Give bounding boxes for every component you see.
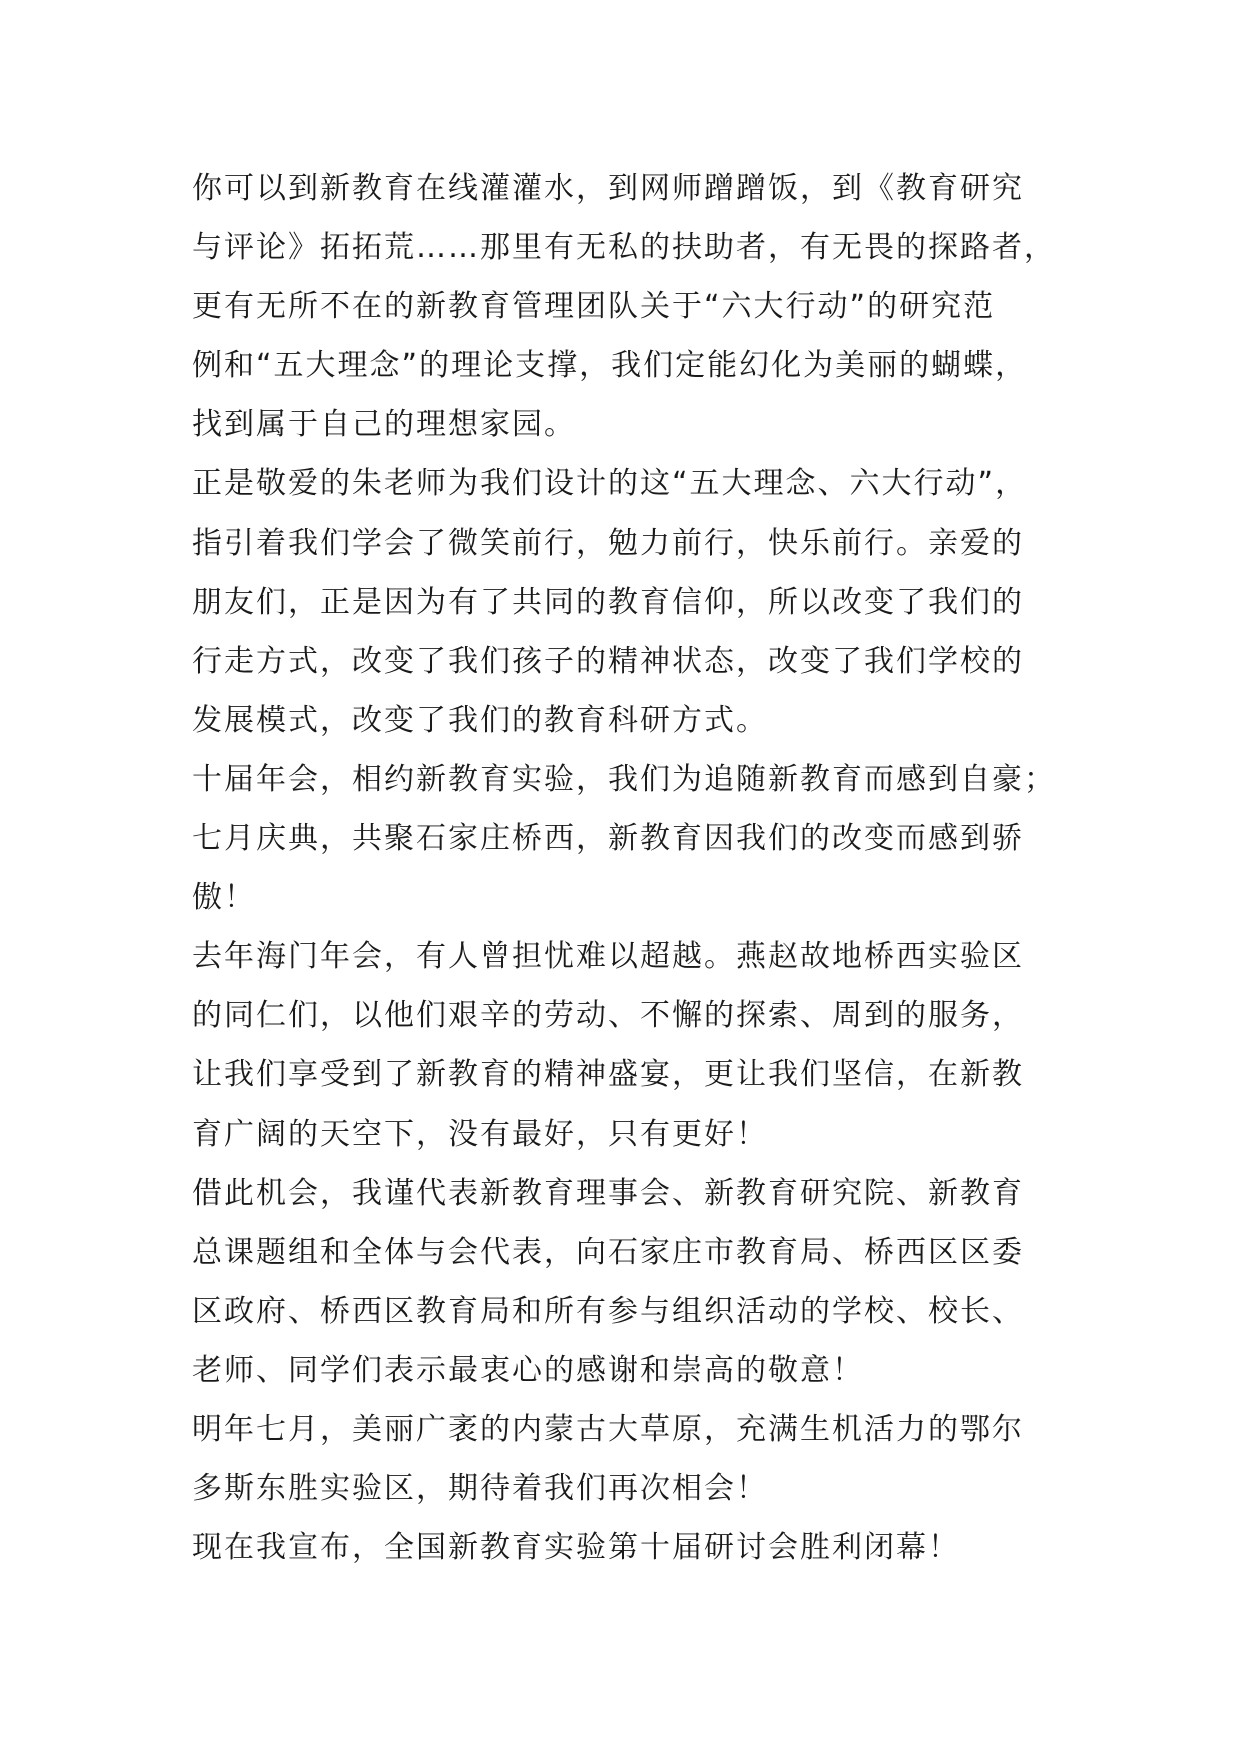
text-line: 的同仁们，以他们艰辛的劳动、不懈的探索、周到的服务， xyxy=(192,998,1024,1034)
text-line: 行走方式，改变了我们孩子的精神状态，改变了我们学校的 xyxy=(192,643,1024,679)
text-line: 朋友们，正是因为有了共同的教育信仰，所以改变了我们的 xyxy=(192,584,1024,620)
text-line: 区政府、桥西区教育局和所有参与组织活动的学校、校长、 xyxy=(192,1293,1024,1329)
text-line: 七月庆典，共聚石家庄桥西，新教育因我们的改变而感到骄 xyxy=(192,821,1024,857)
text-line: 十届年会，相约新教育实验，我们为追随新教育而感到自豪； xyxy=(192,761,1056,797)
text-line: 总课题组和全体与会代表，向石家庄市教育局、桥西区区委 xyxy=(192,1234,1024,1270)
text-line: 指引着我们学会了微笑前行，勉力前行，快乐前行。亲爱的 xyxy=(192,525,1024,561)
text-line: 现在我宣布，全国新教育实验第十届研讨会胜利闭幕！ xyxy=(192,1530,960,1566)
text-line: 更有无所不在的新教育管理团队关于“六大行动”的研究范 xyxy=(192,289,996,325)
text-line: 发展模式，改变了我们的教育科研方式。 xyxy=(192,702,768,738)
text-line: 找到属于自己的理想家园。 xyxy=(192,407,576,443)
text-line: 例和“五大理念”的理论支撑，我们定能幻化为美丽的蝴蝶， xyxy=(192,348,1028,384)
text-line: 与评论》拓拓荒……那里有无私的扶助者，有无畏的探路者， xyxy=(192,230,1056,266)
text-line: 多斯东胜实验区，期待着我们再次相会！ xyxy=(192,1471,768,1507)
text-line: 老师、同学们表示最衷心的感谢和崇高的敬意！ xyxy=(192,1352,864,1388)
text-line: 正是敬爱的朱老师为我们设计的这“五大理念、六大行动”， xyxy=(192,466,1028,502)
text-line: 借此机会，我谨代表新教育理事会、新教育研究院、新教育 xyxy=(192,1175,1024,1211)
text-line: 去年海门年会，有人曾担忧难以超越。燕赵故地桥西实验区 xyxy=(192,939,1024,975)
text-line: 明年七月，美丽广袤的内蒙古大草原，充满生机活力的鄂尔 xyxy=(192,1411,1024,1447)
text-line: 你可以到新教育在线灌灌水，到网师蹭蹭饭，到《教育研究 xyxy=(192,171,1024,206)
text-line: 傲！ xyxy=(192,880,256,916)
document-body xyxy=(192,159,1062,1577)
text-line: 育广阔的天空下，没有最好，只有更好！ xyxy=(192,1116,768,1152)
text-line: 让我们享受到了新教育的精神盛宴，更让我们坚信，在新教 xyxy=(192,1057,1024,1093)
